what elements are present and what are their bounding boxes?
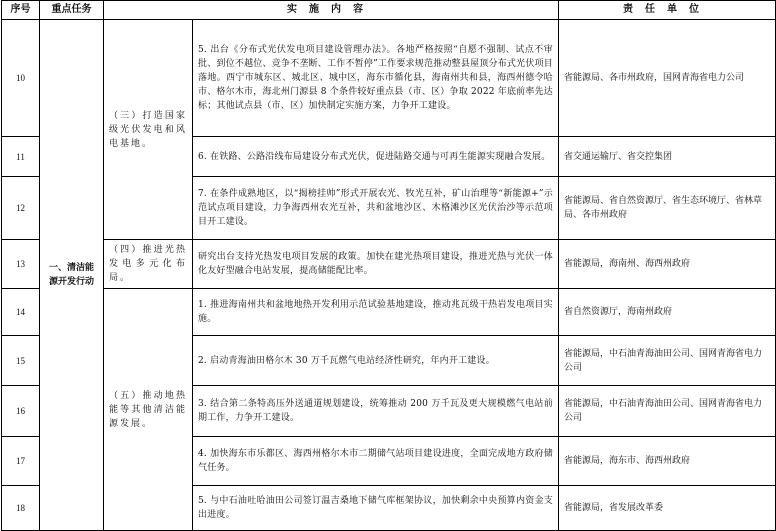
header-responsible-unit: 责任单位 — [559, 1, 776, 20]
responsible-cell: 省能源局，海东市、海西州政府 — [559, 437, 776, 486]
responsible-cell: 省能源局，中石油青海油田公司、国网青海省电力公司 — [559, 336, 776, 386]
table-row — [2, 289, 776, 336]
row-number: 15 — [2, 336, 40, 386]
sub-task-solar-thermal: （四）推进光热发电多元化布局。 — [104, 240, 193, 289]
implementation-table — [1, 0, 776, 531]
row-number: 18 — [2, 486, 40, 531]
responsible-cell: 省能源局，中石油青海油田公司、国网青海省电力公司 — [559, 386, 776, 437]
content-cell: 研究出台支持光热发电项目发展的政策。加快在建光热项目建设，推进光热与光伏一体化友好型融合电站发展，提高储能配比率。 — [193, 240, 559, 289]
content-cell: 4. 加快海东市乐都区、海西州格尔木市二期储气站项目建设进度，全面完成地方政府储气任务。 — [193, 437, 559, 486]
row-number: 16 — [2, 386, 40, 437]
responsible-cell: 省能源局，海南州、海西州政府 — [559, 240, 776, 289]
content-cell: 5. 与中石油吐哈油田公司签订温吉桑地下储气库框架协议，加快剩余中央预算内资金支出进度。 — [193, 486, 559, 531]
main-task-cell: 一、清洁能源开发行动 — [40, 20, 104, 531]
content-cell: 3. 结合第二条特高压外送通道规划建设，统筹推动 200 万千瓦及更大规模燃气电站前期工作，力争开工建设。 — [193, 386, 559, 437]
row-number: 14 — [2, 289, 40, 336]
content-cell: 7. 在条件成熟地区，以“揭榜挂帅”形式开展农光、牧光互补，矿山治理等“新能源+”示范试点项目建设，力争海西州农光互补，共和盆地沙区、木格滩沙区光伏治沙等示范项目开工建设。 — [193, 177, 559, 240]
table-row — [2, 20, 776, 137]
sub-task-geothermal: （五）推动地热能等其他清洁能源发展。 — [104, 289, 193, 531]
table-row — [2, 240, 776, 289]
content-cell: 5. 出台《分布式光伏发电项目建设管理办法》。各地严格按照“自愿不强制、试点不审批、到位不越位、竞争不垄断、工作不暂停”工作要求规范推动整县屋顶分布式光伏项目落地。西宁市城东区、城北区、城中区，海东市循化县，海南州共和县，海西州德令哈市、格尔木市，海北州门源县 8 个条件较好重点县（市、区）争取 2022 年底前率先达标；其他试点县（市、区）加快制定实施方案，力争开工建设。 — [193, 20, 559, 137]
header-serial-number: 序号 — [2, 1, 40, 20]
content-cell: 1. 推进海南州共和盆地地热开发利用示范试验基地建设，推动兆瓦级干热岩发电项目实施。 — [193, 289, 559, 336]
responsible-cell: 省能源局、各市州政府，国网青海省电力公司 — [559, 20, 776, 137]
responsible-cell: 省能源局，省发展改革委 — [559, 486, 776, 531]
sub-task-pv-wind: （三）打造国家级光伏发电和风电基地。 — [104, 20, 193, 240]
responsible-cell: 省交通运输厅、省交控集团 — [559, 137, 776, 177]
row-number: 13 — [2, 240, 40, 289]
header-key-task: 重点任务 — [40, 1, 104, 20]
content-cell: 2. 启动青海油田格尔木 30 万千瓦燃气电站经济性研究，年内开工建设。 — [193, 336, 559, 386]
row-number: 11 — [2, 137, 40, 177]
row-number: 12 — [2, 177, 40, 240]
responsible-cell: 省自然资源厅，海南州政府 — [559, 289, 776, 336]
header-implementation-content: 实施内容 — [104, 1, 559, 20]
row-number: 17 — [2, 437, 40, 486]
row-number: 10 — [2, 20, 40, 137]
table-header-row — [2, 1, 776, 20]
responsible-cell: 省能源局、省自然资源厅、省生态环境厅、省林草局、各市州政府 — [559, 177, 776, 240]
content-cell: 6. 在铁路、公路沿线布局建设分布式光伏，促进陆路交通与可再生能源实现融合发展。 — [193, 137, 559, 177]
